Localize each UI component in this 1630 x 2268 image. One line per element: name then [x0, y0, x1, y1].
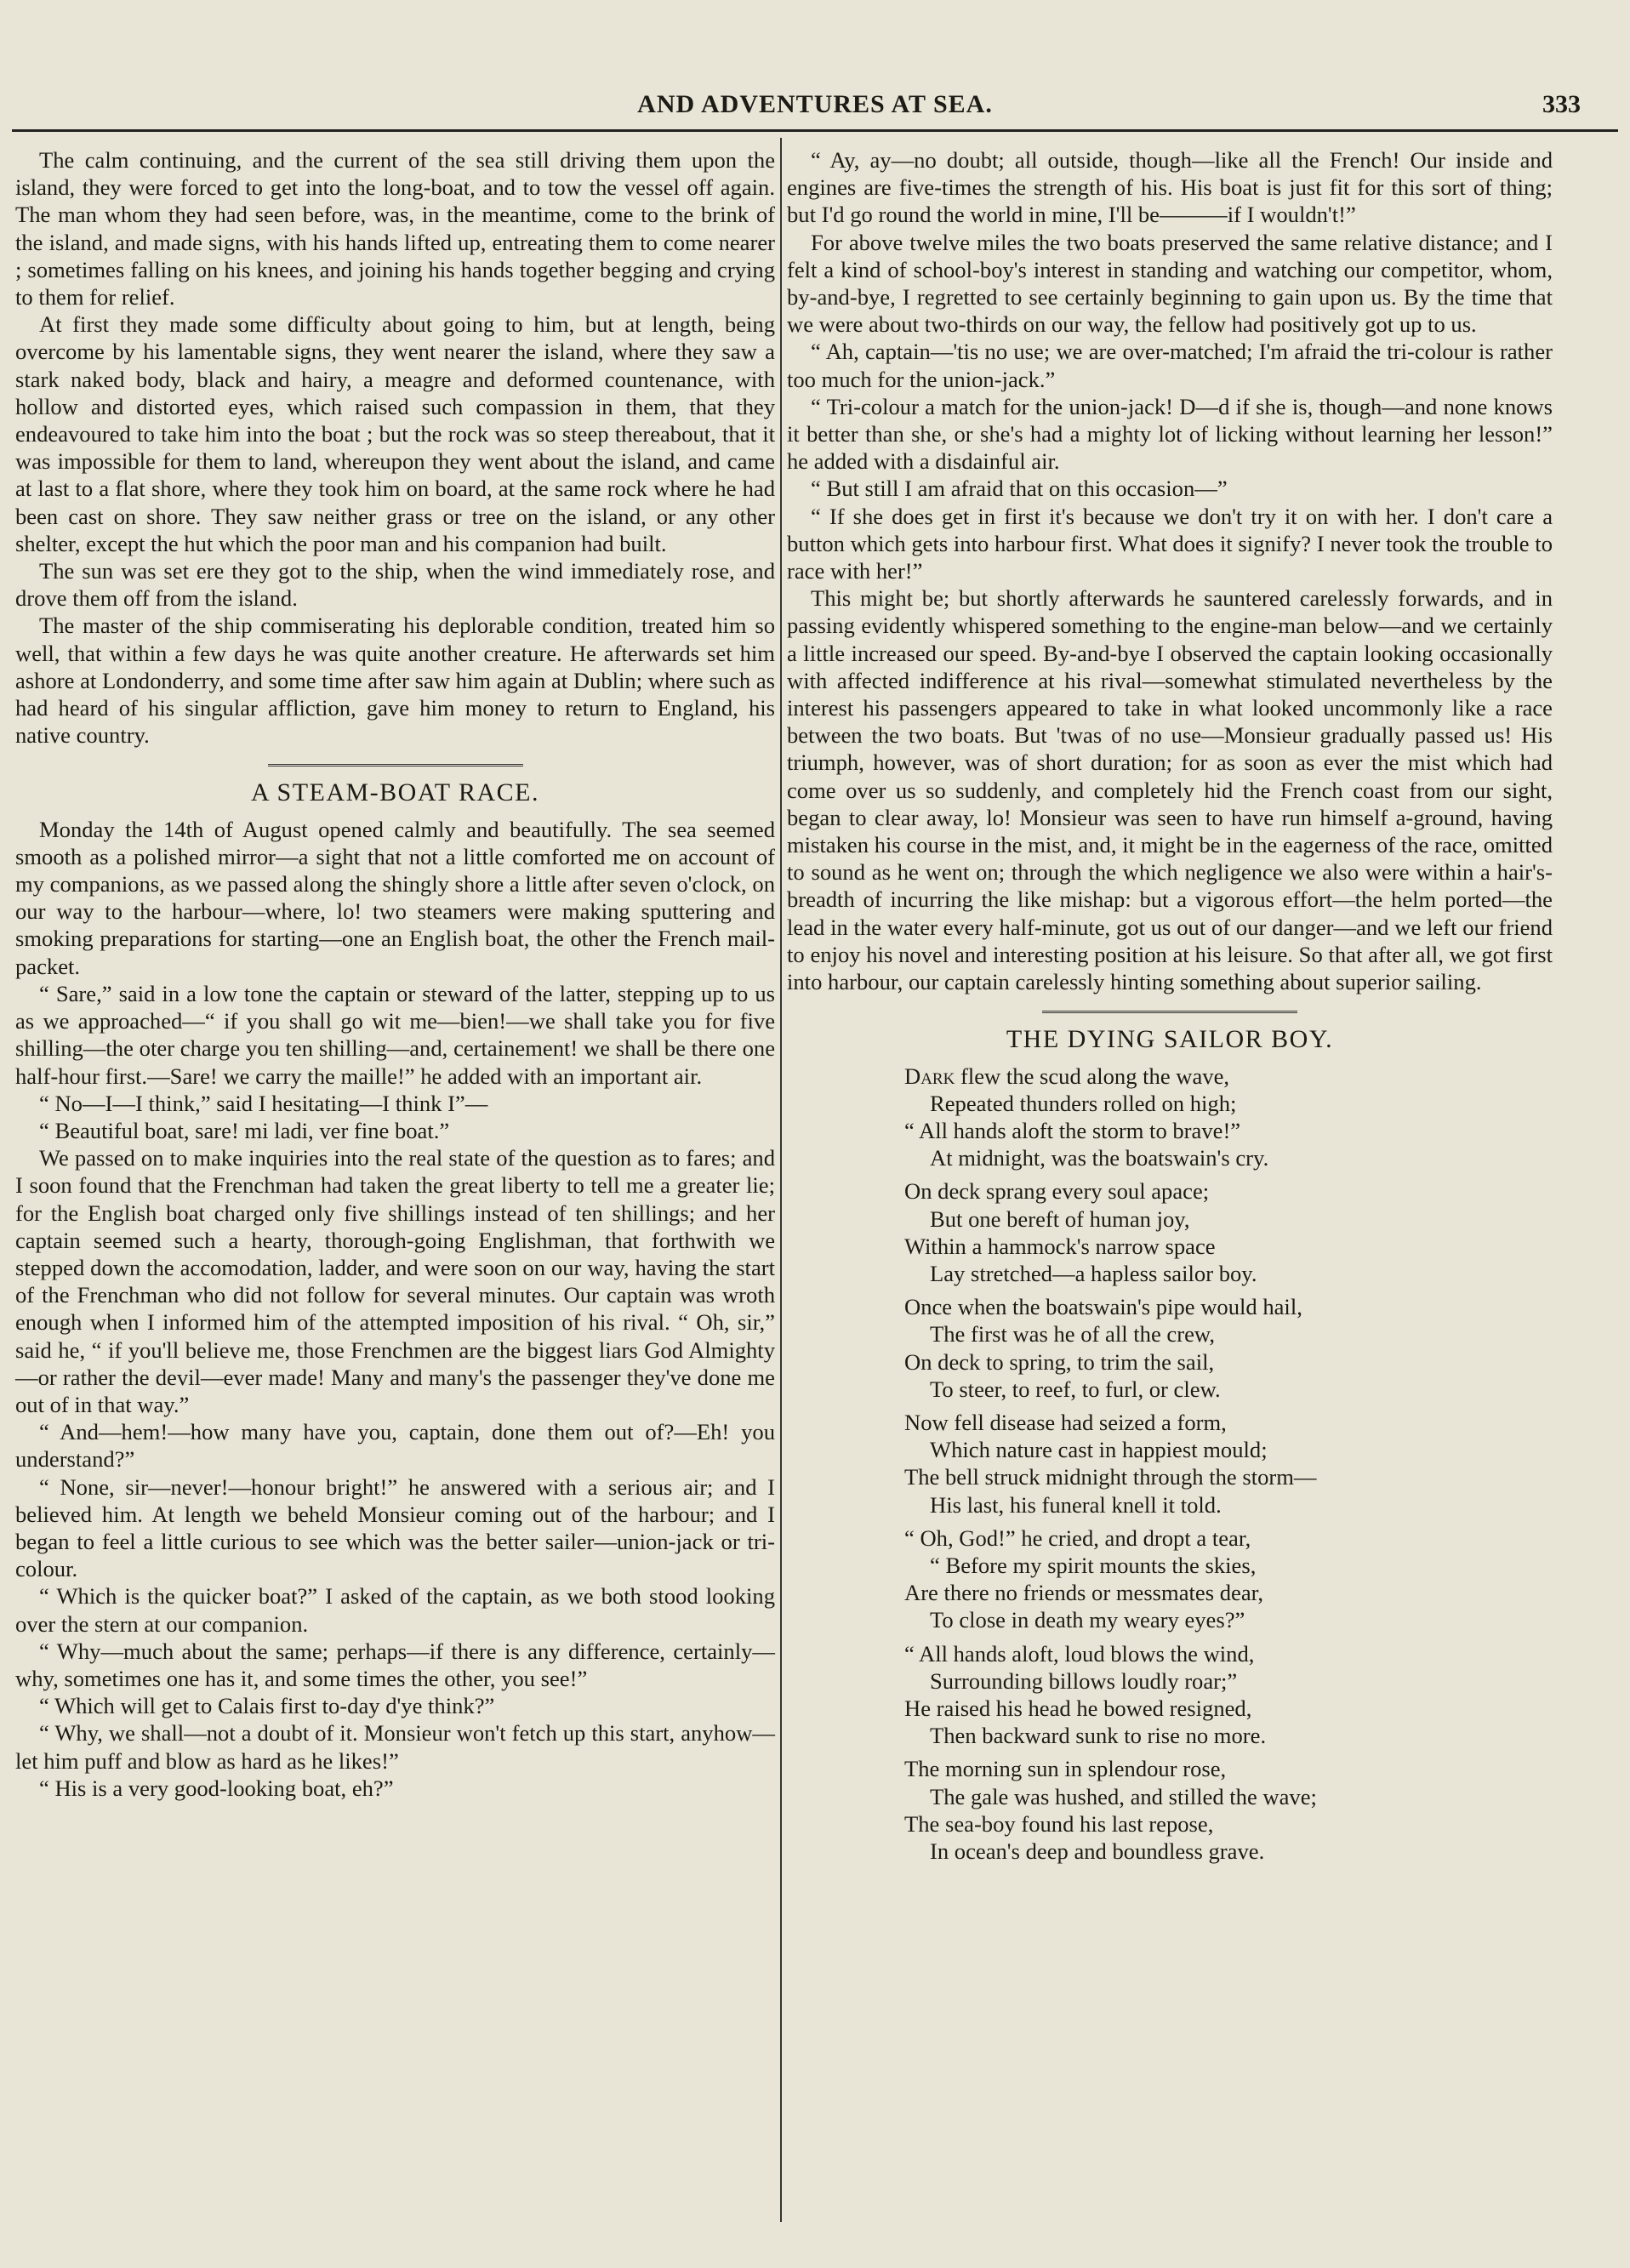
poem-line: “ All hands aloft, loud blows the wind,	[904, 1640, 1255, 1667]
paragraph: “ Why—much about the same; perhaps—if there is any difference, certainly—why, sometimes one has it, and some times the other, you see!”	[15, 1638, 775, 1691]
poem-line: “ Oh, God!” he cried, and dropt a tear,	[904, 1524, 1251, 1551]
right-column	[787, 146, 1553, 1871]
header-rule	[12, 129, 1618, 132]
poem-line: He raised his head he bowed resigned,	[904, 1695, 1252, 1721]
paragraph: “ Which is the quicker boat?” I asked of the captain, as we both stood looking over the stern at our companion.	[15, 1583, 775, 1637]
paragraph: The master of the ship commiserating his deplorable condition, treated him so well, that within a few days he was quite another creature. He afterwards set him ashore at Londonderry, and some time after saw him again at Dublin; where such as had heard of his singular affliction, gave him money to return to England, his native country.	[15, 613, 775, 749]
poem-stanza	[904, 1063, 1553, 1172]
paragraph: “ If she does get in first it's because we don't try it on with her. I don't care a button which gets into harbour first. What does it signify? I never took the trouble to race with her!”	[787, 503, 1553, 584]
page-number: 333	[1542, 90, 1581, 118]
paragraph: “ No—I—I think,” said I hesitating—I think I”—	[39, 1090, 488, 1116]
poem-line: In ocean's deep and boundless grave.	[930, 1838, 1265, 1864]
poem-stanza	[904, 1409, 1553, 1519]
poem-line: To close in death my weary eyes?”	[930, 1607, 1245, 1633]
poem-line: The gale was hushed, and stilled the wave;	[930, 1783, 1317, 1809]
poem-line: At midnight, was the boatswain's cry.	[930, 1145, 1269, 1171]
poem-line: Dark flew the scud along the wave,	[904, 1063, 1230, 1089]
running-header: AND ADVENTURES AT SEA.	[637, 90, 993, 118]
column-divider	[780, 138, 782, 2222]
poem-line: The morning sun in splendour rose,	[904, 1756, 1227, 1782]
paragraph: “ Tri-colour a match for the union-jack! D—d if she is, though—and none knows it better than she, or she's had a mighty lot of licking without learning her lesson!” he added with a disdainful air.	[787, 393, 1553, 475]
paragraph: “ Sare,” said in a low tone the captain or steward of the latter, stepping up to us as we approached—“ if you shall go wit me—bien!—we shall take you for five shilling—the oter charge you ten shilling—and, certainement! we shall be there one half-hour first.—Sare! we carry the maille!” he added with an important air.	[15, 980, 775, 1089]
left-column	[15, 146, 775, 1802]
paragraph: “ Which will get to Calais first to-day d'ye think?”	[39, 1693, 495, 1719]
poem	[904, 1063, 1553, 1866]
poem-stanza	[904, 1177, 1553, 1287]
poem-line: Which nature cast in happiest mould;	[930, 1437, 1268, 1463]
poem-stanza	[904, 1293, 1553, 1403]
poem-line: But one bereft of human joy,	[930, 1205, 1190, 1232]
section-title-steam-boat-race: A STEAM-BOAT RACE.	[251, 778, 539, 807]
poem-line: Then backward sunk to rise no more.	[930, 1723, 1267, 1749]
poem-line: Within a hammock's narrow space	[904, 1233, 1216, 1259]
poem-line: Repeated thunders rolled on high;	[930, 1090, 1237, 1116]
poem-line: His last, his funeral knell it told.	[930, 1491, 1222, 1518]
paragraph: Monday the 14th of August opened calmly and beautifully. The sea seemed smooth as a polished mirror—a sight that not a little comforted me on account of my companions, as we passed along the shingly shore a little after seven o'clock, on our way to the harbour—where, lo! two steamers were making sputtering and smoking preparations for starting—one an English boat, the other the French mail-packet.	[15, 816, 775, 979]
poem-line: On deck to spring, to trim the sail,	[904, 1348, 1215, 1375]
poem-line: On deck sprang every soul apace;	[904, 1178, 1210, 1205]
paragraph: “ And—hem!—how many have you, captain, done them out of?—Eh! you understand?”	[15, 1419, 775, 1473]
paragraph: “ But still I am afraid that on this occasion—”	[811, 476, 1228, 502]
poem-line: The bell struck midnight through the storm—	[904, 1464, 1317, 1490]
poem-line: Lay stretched—a hapless sailor boy.	[930, 1260, 1257, 1286]
poem-line: Once when the boatswain's pipe would hail,	[904, 1294, 1302, 1320]
paragraph: This might be; but shortly afterwards he sauntered carelessly forwards, and in passing evidently whispered something to the engine-man below—and we certainly a little increased our speed. By-and-bye I observed the captain looking occasionally with affected indifference at his rival—somewhat stimulated nevertheless by the interest his passengers appeared to take in what looked uncommonly like a race between the two boats. But 'twas of no use—Monsieur gradually passed us! His triumph, however, was of short duration; for as soon as ever the mist which had come over us so suddenly, and completely hid the French coast from our sight, began to clear away, lo! Monsieur was seen to have run himself a-ground, having mistaken his course in the mist, and, it might be in the eagerness of the race, omitted to sound as he went on; through the which negligence we also were within a hair's-breadth of incurring the like mishap: but a vigorous effort—the helm ported—the lead in the water every half-minute, got us out of our danger—and we left our friend to enjoy his novel and interesting position at his leisure. So that after all, we got first into harbour, our captain carelessly hinting something about superior sailing.	[787, 585, 1553, 995]
poem-stanza	[904, 1524, 1553, 1634]
poem-line: To steer, to reef, to furl, or clew.	[930, 1376, 1221, 1402]
paragraph: We passed on to make inquiries into the real state of the question as to fares; and I soon found that the Frenchman had taken the great liberty to tell me a greater lie; for the English boat charged only five shillings instead of ten shillings; and her captain seemed such a hearty, thorough-going Englishman, that forthwith we stepped down the accomodation, ladder, and were soon on our way, having the start of the Frenchman who did not follow for several minutes. Our captain was wroth enough when I informed him of the attempted imposition of his rival. “ Oh, sir,” said he, “ if you'll believe me, those Frenchmen are the biggest liars God Almighty—or rather the devil—ever made! Many and many's the passenger they've done me out of in that way.”	[15, 1145, 775, 1417]
paragraph: “ Beautiful boat, sare! mi ladi, ver fine boat.”	[39, 1117, 450, 1143]
poem-title: THE DYING SAILOR BOY.	[1006, 1025, 1334, 1054]
poem-line: The first was he of all the crew,	[930, 1321, 1215, 1348]
poem-line: Are there no friends or messmates dear,	[904, 1580, 1264, 1606]
poem-line: The sea-boy found his last repose,	[904, 1810, 1214, 1837]
poem-line: Surrounding billows loudly roar;”	[930, 1667, 1238, 1694]
section-divider	[1042, 1011, 1297, 1016]
paragraph: “ None, sir—never!—honour bright!” he answered with a serious air; and I believed him. At length we beheld Monsieur coming out of the harbour; and I began to feel a little curious to see which was the better sailer—union-jack or tri-colour.	[15, 1473, 775, 1582]
paragraph: “ Ay, ay—no doubt; all outside, though—like all the French! Our inside and engines are five-times the strength of his. His boat is just fit for this sort of thing; but I'd go round the world in mine, I'll be———if I wouldn't!”	[787, 147, 1553, 228]
paragraph: “ Why, we shall—not a doubt of it. Monsieur won't fetch up this start, anyhow—let him puff and blow as hard as he likes!”	[15, 1720, 775, 1774]
paragraph: The sun was set ere they got to the ship, when the wind immediately rose, and drove them off from the island.	[15, 558, 775, 612]
poem-line: Now fell disease had seized a form,	[904, 1409, 1227, 1435]
drop-word: Dark	[904, 1063, 955, 1089]
poem-stanza	[904, 1755, 1553, 1865]
paragraph: “ His is a very good-looking boat, eh?”	[39, 1775, 394, 1801]
paragraph: For above twelve miles the two boats preserved the same relative distance; and I felt a kind of school-boy's interest in standing and watching our competitor, whom, by-and-bye, I regretted to see certainly beginning to gain upon us. By the time that we were about two-thirds on our way, the fellow had positively got up to us.	[787, 229, 1553, 338]
paragraph: The calm continuing, and the current of the sea still driving them upon the island, they were forced to get into the long-boat, and to tow the vessel off again. The man whom they had seen before, was, in the meantime, come to the brink of the island, and made signs, with his hands lifted up, entreating them to come nearer ; sometimes falling on his knees, and joining his hands together begging and crying to them for relief.	[15, 147, 775, 311]
poem-line: “ All hands aloft the storm to brave!”	[904, 1117, 1241, 1143]
section-divider	[268, 764, 523, 769]
poem-stanza	[904, 1640, 1553, 1750]
poem-line: “ Before my spirit mounts the skies,	[930, 1552, 1257, 1578]
paragraph: “ Ah, captain—'tis no use; we are over-matched; I'm afraid the tri-colour is rather too much for the union-jack.”	[787, 339, 1553, 392]
paragraph: At first they made some difficulty about going to him, but at length, being overcome by his lamentable signs, they went nearer the island, where they saw a stark naked body, black and hairy, a meagre and deformed countenance, with hollow and distorted eyes, which raised such compassion in them, that they endeavoured to take him into the boat ; but the rock was so steep thereabout, that it was impossible for them to land, whereupon they went about the island, and came at last to a flat shore, where they took him on board, at the same rock where he had been cast on shore. They saw neither grass or tree on the island, or any other shelter, except the hut which the poor man and his companion had built.	[15, 311, 775, 556]
